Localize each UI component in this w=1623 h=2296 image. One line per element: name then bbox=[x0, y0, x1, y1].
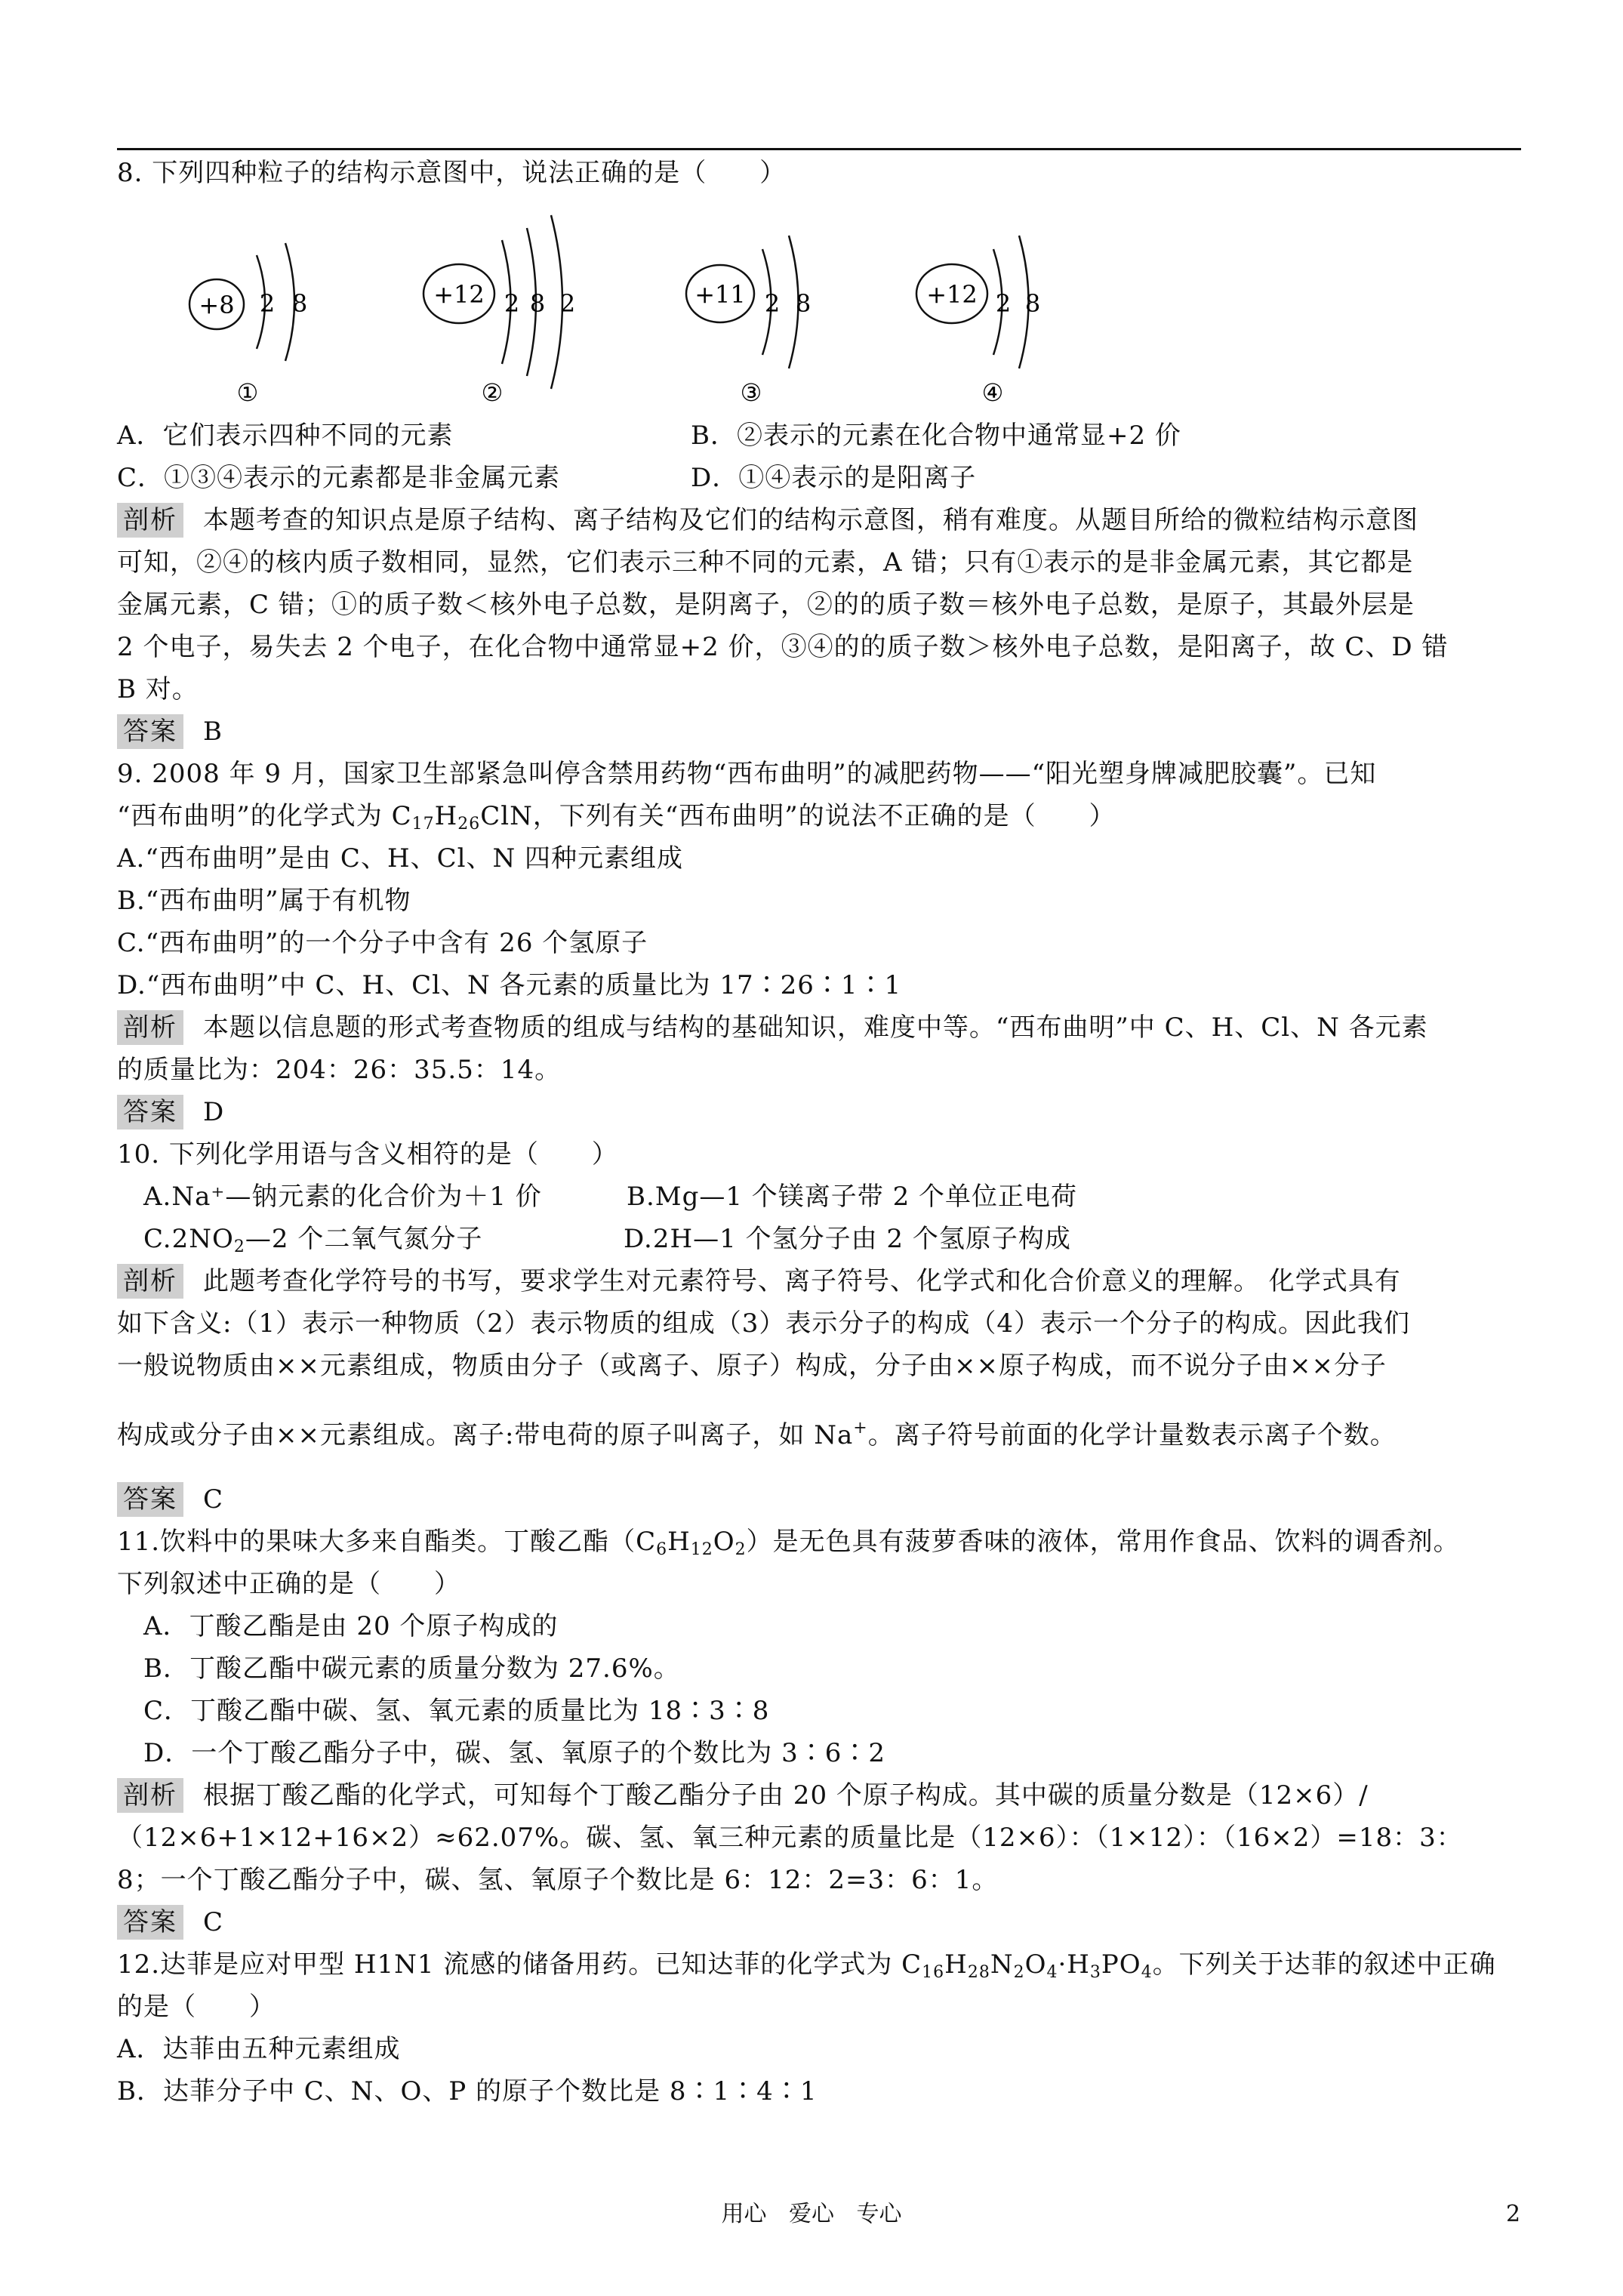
q10-stem: 10. 下列化学用语与含义相符的是（ ） bbox=[117, 1139, 618, 1170]
q10-analysis-line-1: 此题考查化学符号的书写，要求学生对元素符号、离子符号、化学式和化合价意义的理解。 化学式具有 bbox=[203, 1266, 1401, 1296]
atom-diagram-2-nucleus: +12 bbox=[433, 280, 485, 309]
q9-stem-line-2: “西布曲明”的化学式为 $C_{17}H_{26}ClN$，下列有关“西布曲明”的说法不正确的是（ ） bbox=[117, 801, 1116, 834]
q11-answer: C bbox=[203, 1907, 224, 1937]
q8-option-c: C．①③④表示的元素都是非金属元素 bbox=[117, 463, 561, 493]
q9-answer: D bbox=[203, 1097, 225, 1127]
q11-option-d: D．一个丁酸乙酯分子中，碳、氢、氧原子的个数比为 3∶6∶2 bbox=[143, 1738, 885, 1768]
q11-analysis-line-3: 8；一个丁酸乙酯分子中，碳、氢、氧原子个数比是 6：12：2=3：6：1。 bbox=[117, 1865, 999, 1895]
atom-diagram-1-shell-1: 2 bbox=[259, 289, 276, 318]
atom-diagram-4-nucleus: +12 bbox=[926, 280, 978, 309]
q12-option-b: B．达菲分子中 C、N、O、P 的原子个数比是 8∶1∶4∶1 bbox=[117, 2076, 818, 2106]
atom-diagram-3 bbox=[686, 236, 811, 407]
q11-option-c: C．丁酸乙酯中碳、氢、氧元素的质量比为 18∶3∶8 bbox=[143, 1696, 770, 1726]
q8-analysis-line-5: B 对。 bbox=[117, 674, 199, 704]
atom-diagram-1 bbox=[189, 243, 307, 407]
atom-diagram-2-shell-1: 2 bbox=[504, 289, 520, 318]
q12-stem-line-2: 的是（ ） bbox=[117, 1992, 276, 2022]
q9-analysis-tag: 剖析 bbox=[117, 1010, 183, 1045]
q9-option-c: C.“西布曲明”的一个分子中含有 26 个氢原子 bbox=[117, 928, 648, 958]
atom-diagram-4-shell-2: 8 bbox=[1024, 289, 1041, 318]
q8-answer: B bbox=[203, 717, 223, 747]
q11-analysis-line-1: 根据丁酸乙酯的化学式，可知每个丁酸乙酯分子由 20 个原子构成。其中碳的质量分数是（12×6）/ bbox=[203, 1780, 1369, 1811]
q9-stem-line-1: 9. 2008 年 9 月，国家卫生部紧急叫停含禁用药物“西布曲明”的减肥药物——“阳光塑身牌减肥胶囊”。已知 bbox=[117, 759, 1377, 789]
q10-option-b: B.Mg—1 个镁离子带 2 个单位正电荷 bbox=[627, 1182, 1078, 1212]
atom-diagram-2-label: ② bbox=[481, 378, 504, 407]
q9-option-b: B.“西布曲明”属于有机物 bbox=[117, 886, 411, 916]
q9-option-d: D.“西布曲明”中 C、H、Cl、N 各元素的质量比为 17∶26∶1∶1 bbox=[117, 970, 902, 1000]
q9-answer-tag: 答案 bbox=[117, 1095, 183, 1130]
q9-analysis-line-1: 本题以信息题的形式考查物质的组成与结构的基础知识，难度中等。“西布曲明”中 C、H、Cl、N 各元素 bbox=[203, 1012, 1428, 1043]
atom-diagram-2-shell-3: 2 bbox=[559, 289, 576, 318]
footer-slogan: 用心 爱心 专心 bbox=[721, 2201, 902, 2227]
q10-option-c: $C.2NO_2—2$ 个二氧气氮分子 bbox=[143, 1224, 483, 1256]
atom-diagram-1-shell-2: 8 bbox=[291, 289, 308, 318]
atom-diagram-2-shell-2: 8 bbox=[529, 289, 546, 318]
q10-analysis-tag: 剖析 bbox=[117, 1264, 183, 1299]
q8-stem: 8. 下列四种粒子的结构示意图中，说法正确的是（ ） bbox=[117, 158, 787, 188]
q9-option-a: A.“西布曲明”是由 C、H、Cl、N 四种元素组成 bbox=[117, 843, 684, 874]
q8-analysis-tag: 剖析 bbox=[117, 503, 183, 538]
q8-analysis-line-1: 本题考查的知识点是原子结构、离子结构及它们的结构示意图，稍有难度。从题目所给的微粒结构示意图 bbox=[203, 505, 1418, 535]
page-number: 2 bbox=[1506, 2201, 1521, 2227]
atom-diagram-4 bbox=[916, 236, 1040, 407]
atom-diagram-3-shell-2: 8 bbox=[795, 289, 812, 318]
q8-option-b: B．②表示的元素在化合物中通常显+2 价 bbox=[691, 421, 1181, 451]
q12-option-a: A．达菲由五种元素组成 bbox=[117, 2034, 401, 2064]
q10-analysis-line-2: 如下含义:（1）表示一种物质（2）表示物质的组成（3）表示分子的构成（4）表示一个分子的构成。因此我们 bbox=[117, 1308, 1410, 1339]
q11-option-b: B．丁酸乙酯中碳元素的质量分数为 27.6%。 bbox=[143, 1653, 680, 1684]
q11-analysis-line-2: （12×6+1×12+16×2）≈62.07%。碳、氢、氧三种元素的质量比是（12×6）：（1×12）：（16×2）=18：3： bbox=[117, 1823, 1463, 1853]
q8-analysis-line-4: 2 个电子，易失去 2 个电子，在化合物中通常显+2 价，③④的的质子数＞核外电子总数，是阳离子，故 C、D 错 bbox=[117, 632, 1449, 662]
q9-analysis-line-2: 的质量比为：204：26：35.5：14。 bbox=[117, 1055, 562, 1085]
q10-answer: C bbox=[203, 1484, 224, 1515]
atom-diagram-3-shell-1: 2 bbox=[764, 289, 781, 318]
q10-analysis-line-3: 一般说物质由××元素组成，物质由分子（或离子、原子）构成，分子由××原子构成，而不说分子由××分子 bbox=[117, 1351, 1387, 1381]
atom-diagram-3-label: ③ bbox=[740, 378, 762, 407]
atom-structure-diagrams bbox=[0, 0, 1623, 423]
q11-stem-line-2: 下列叙述中正确的是（ ） bbox=[117, 1569, 460, 1599]
q10-answer-tag: 答案 bbox=[117, 1482, 183, 1517]
q12-stem-line-1: 12.达菲是应对甲型 H1N1 流感的储备用药。已知达菲的化学式为 $C_{16}H_{28}N_2O_4\cdot H_3PO_4$。下列关于达菲的叙述中正确 bbox=[117, 1949, 1496, 1982]
q8-analysis-line-3: 金属元素，C 错；①的质子数＜核外电子总数，是阴离子，②的的质子数＝核外电子总数，是原子，其最外层是 bbox=[117, 590, 1415, 620]
q10-analysis-line-4: 构成或分子由××元素组成。离子:带电荷的原子叫离子，如 Na+。离子符号前面的化学计量数表示离子个数。 bbox=[117, 1419, 1397, 1450]
atom-diagram-4-shell-1: 2 bbox=[995, 289, 1012, 318]
q10-option-d: D.2H—1 个氢分子由 2 个氢原子构成 bbox=[624, 1224, 1071, 1254]
q8-answer-tag: 答案 bbox=[117, 714, 183, 749]
atom-diagram-1-label: ① bbox=[236, 378, 259, 407]
q10-option-a: A.Na⁺—钠元素的化合价为＋1 价 bbox=[143, 1182, 542, 1212]
q11-analysis-tag: 剖析 bbox=[117, 1778, 183, 1813]
atom-diagram-2 bbox=[423, 215, 575, 407]
q11-stem-line-1: 11.饮料中的果味大多来自酯类。丁酸乙酯$(C_6H_{12}O_2)$是无色具有菠萝香味的液体，常用作食品、饮料的调香剂。 bbox=[117, 1527, 1460, 1559]
q11-option-a: A．丁酸乙酯是由 20 个原子构成的 bbox=[143, 1611, 559, 1641]
atom-diagram-4-label: ④ bbox=[981, 378, 1004, 407]
atom-diagram-3-nucleus: +11 bbox=[694, 280, 746, 309]
q8-option-d: D．①④表示的是阳离子 bbox=[691, 463, 977, 493]
q11-answer-tag: 答案 bbox=[117, 1905, 183, 1940]
q8-analysis-line-2: 可知，②④的核内质子数相同，显然，它们表示三种不同的元素，A 错；只有①表示的是非金属元素，其它都是 bbox=[117, 547, 1414, 578]
q8-option-a: A．它们表示四种不同的元素 bbox=[117, 421, 454, 451]
atom-diagram-1-nucleus: +8 bbox=[199, 291, 235, 319]
